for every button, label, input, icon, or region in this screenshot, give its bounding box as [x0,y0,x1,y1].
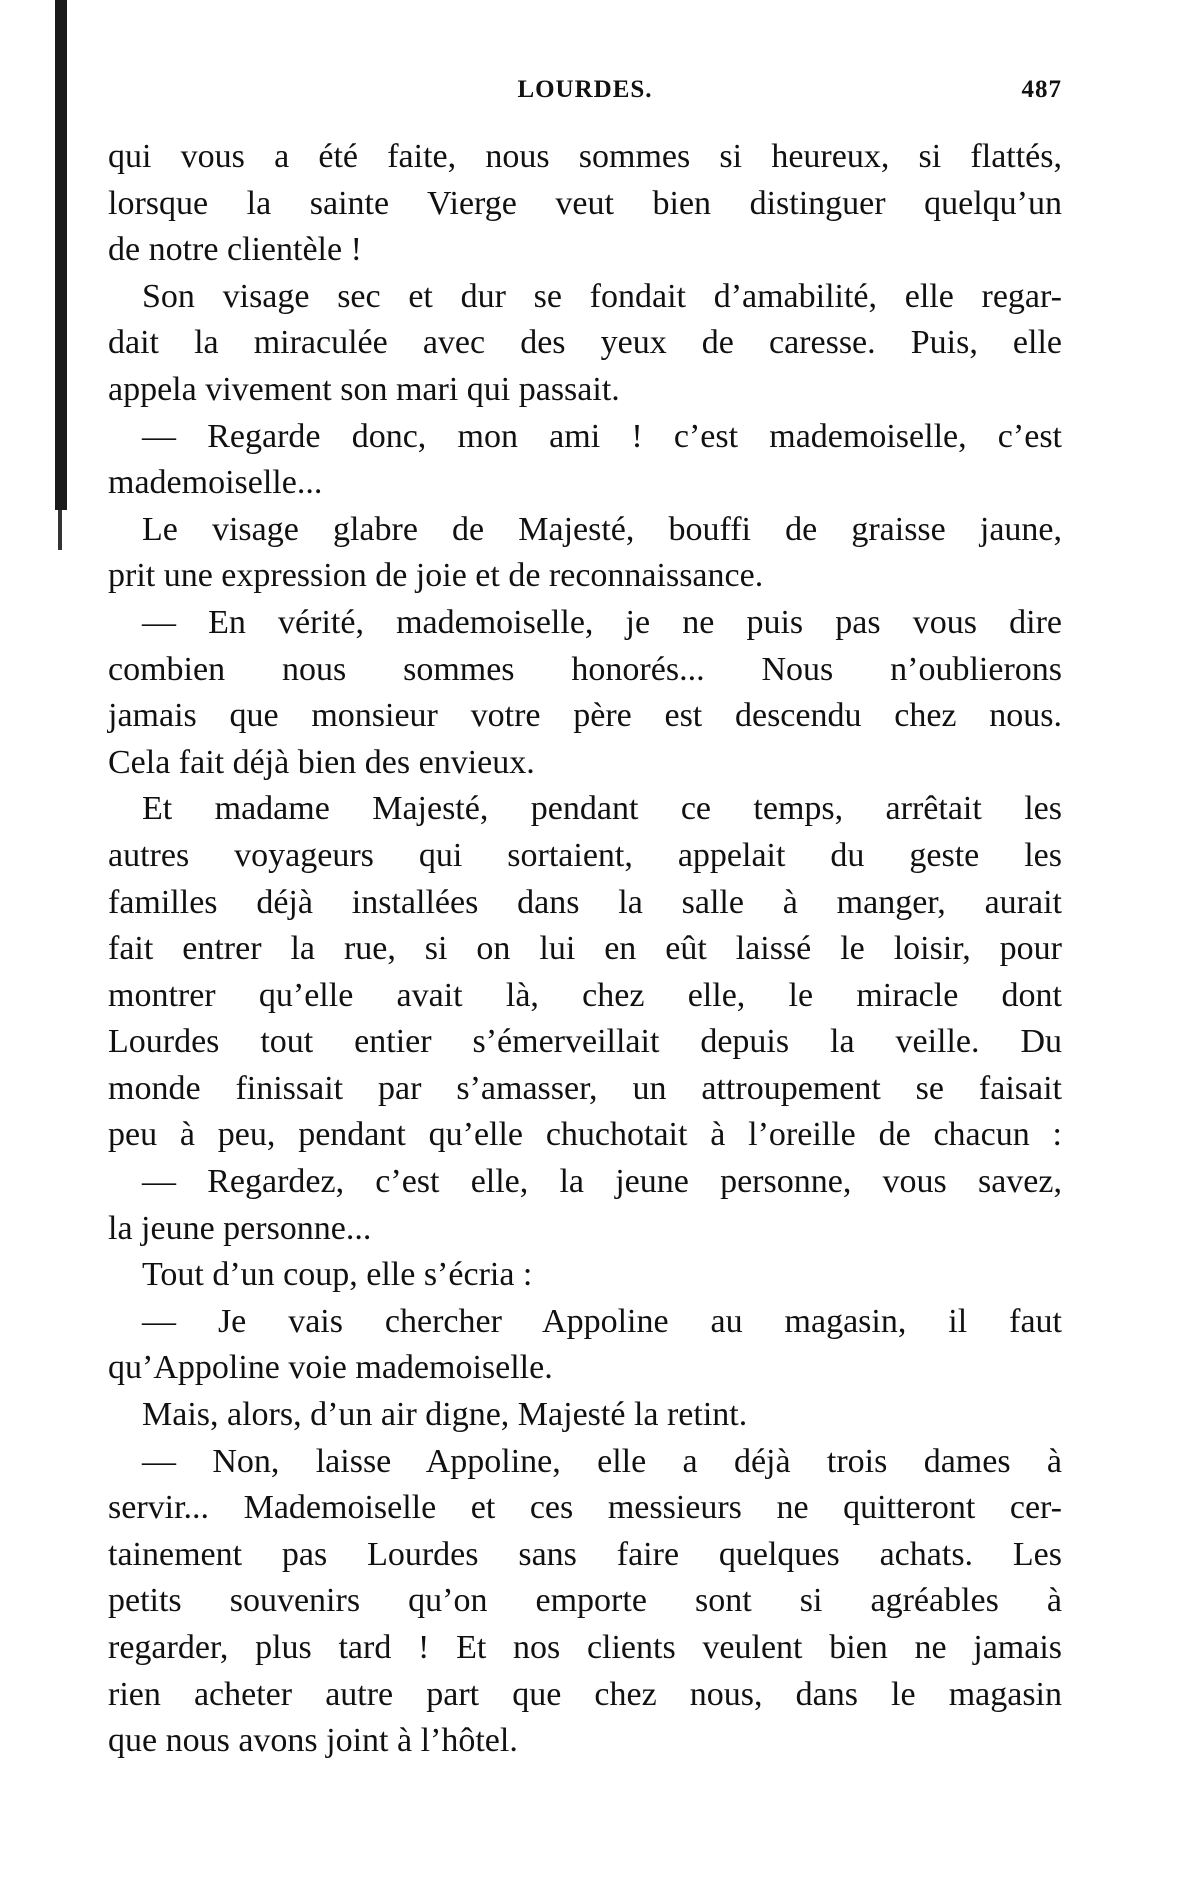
text-line: jamais que monsieur votre père est descendu chez nous. [108,697,1062,735]
page-body [108,134,1062,1765]
text-line: mademoiselle... [108,464,323,502]
text-line: de notre clientèle ! [108,231,362,269]
text-line: montrer qu’elle avait là, chez elle, le miracle dont [108,976,1062,1014]
text-line: rien acheter autre part que chez nous, dans le magasin [108,1675,1062,1713]
page-number: 487 [1021,76,1062,103]
text-line: servir... Mademoiselle et ces messieurs ne quitteront cer- [108,1489,1062,1527]
text-line: — Je vais chercher Appoline au magasin, il faut [142,1302,1062,1340]
text-line: Son visage sec et dur se fondait d’amabilité, elle regar- [142,277,1062,315]
text-line: regarder, plus tard ! Et nos clients veulent bien ne jamais [108,1629,1062,1666]
text-line: Tout d’un coup, elle s’écria : [142,1256,533,1294]
text-line: qu’Appoline voie mademoiselle. [108,1349,553,1387]
running-title: LOURDES. [517,76,653,103]
text-line: tainement pas Lourdes sans faire quelques achats. Les [108,1535,1062,1573]
text-line: Lourdes tout entier s’émerveillait depuis la veille. Du [108,1023,1062,1061]
text-line: — Regarde donc, mon ami ! c’est mademoiselle, c’est [142,417,1062,455]
text-line: familles déjà installées dans la salle à manger, aurait [108,883,1062,921]
text-line: — Regardez, c’est elle, la jeune personne, vous savez, [142,1163,1062,1201]
text-line: prit une expression de joie et de reconnaissance. [108,557,764,595]
text-line: Et madame Majesté, pendant ce temps, arrêtait les [142,790,1062,828]
text-line: que nous avons joint à l’hôtel. [108,1722,518,1760]
text-line: Mais, alors, d’un air digne, Majesté la retint. [142,1396,748,1434]
text-line: Cela fait déjà bien des envieux. [108,743,535,781]
text-line: petits souvenirs qu’on emporte sont si agréables à [108,1582,1062,1620]
text-line: la jeune personne... [108,1209,372,1247]
page-header [108,76,1062,112]
text-line: autres voyageurs qui sortaient, appelait du geste les [108,836,1062,874]
text-line: dait la miraculée avec des yeux de caresse. Puis, elle [108,324,1062,362]
text-line: monde finissait par s’amasser, un attroupement se faisait [108,1069,1062,1107]
text-line: — En vérité, mademoiselle, je ne puis pas vous dire [142,603,1062,641]
binding-edge-shadow-tail [58,510,62,550]
text-line: appela vivement son mari qui passait. [108,370,620,408]
text-line: peu à peu, pendant qu’elle chuchotait à l’oreille de chacun : [108,1116,1062,1154]
binding-edge-shadow [55,0,67,510]
text-line: qui vous a été faite, nous sommes si heureux, si flattés, [108,138,1062,175]
text-line: combien nous sommes honorés... Nous n’oublierons [108,650,1062,688]
text-line: Le visage glabre de Majesté, bouffi de graisse jaune, [142,510,1062,548]
text-line: fait entrer la rue, si on lui en eût laissé le loisir, pour [108,930,1062,968]
text-line: — Non, laisse Appoline, elle a déjà trois dames à [142,1442,1062,1480]
text-line: lorsque la sainte Vierge veut bien distinguer quelqu’un [108,184,1062,222]
